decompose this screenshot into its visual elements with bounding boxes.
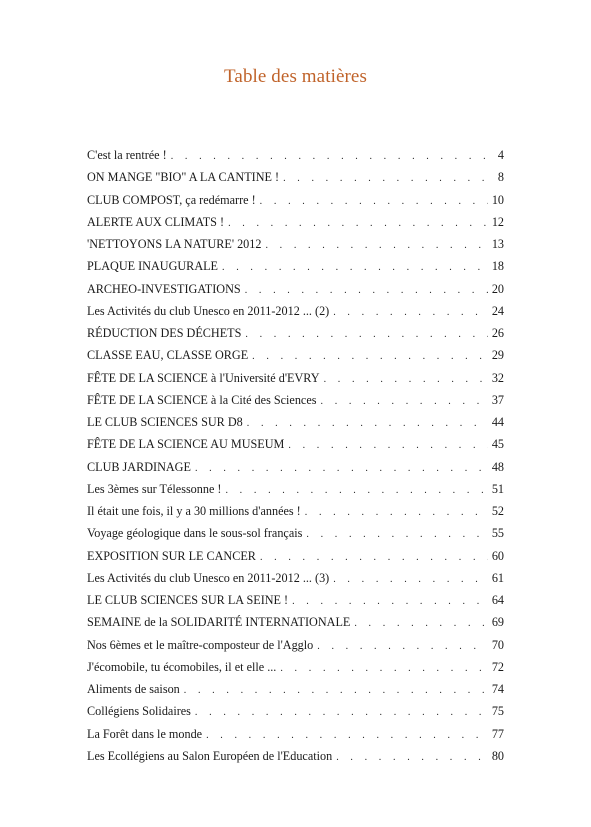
toc-entry[interactable]: [87, 414, 504, 436]
toc-entry[interactable]: [87, 236, 504, 258]
toc-entry[interactable]: [87, 481, 504, 503]
toc-entry-page: 64: [491, 593, 504, 607]
toc-entry-page: 74: [491, 682, 504, 696]
page-title: Table des matières: [224, 66, 367, 87]
dot-leader: [306, 527, 488, 543]
toc-entry[interactable]: [87, 548, 504, 570]
toc-entry-label: RÉDUCTION DES DÉCHETS: [87, 326, 242, 340]
toc-entry[interactable]: [87, 192, 504, 214]
dot-leader: [317, 639, 488, 655]
dot-leader: [245, 327, 488, 343]
toc-entry[interactable]: [87, 214, 504, 236]
dot-leader: [283, 171, 488, 187]
toc-entry-label: ARCHEO-INVESTIGATIONS: [87, 281, 241, 296]
toc-entry-page: 70: [491, 637, 504, 652]
dot-leader: [247, 416, 488, 432]
dot-leader: [333, 305, 488, 321]
toc-entry-page: 48: [491, 459, 504, 474]
toc-entry-label: Collégiens Solidaires: [87, 704, 191, 719]
toc-entry-label: Les Ecollégiens au Salon Européen de l'Education: [87, 748, 333, 763]
toc-entry-page: 37: [491, 392, 504, 407]
toc-entry-label: Aliments de saison: [87, 682, 180, 696]
toc-entry[interactable]: [87, 703, 504, 725]
dot-leader: [245, 283, 488, 299]
toc-entry[interactable]: [87, 392, 504, 414]
toc-entry-label: FÊTE DE LA SCIENCE AU MUSEUM: [87, 437, 285, 452]
toc-entry-page: 51: [491, 481, 504, 496]
dot-leader: [206, 728, 488, 744]
toc-entry-page: 32: [491, 370, 504, 385]
toc-entry-page: 80: [491, 748, 504, 763]
toc-entry-label: La Forêt dans le monde: [87, 726, 203, 741]
dot-leader: [336, 750, 488, 766]
toc-entry-label: FÊTE DE LA SCIENCE à l'Université d'EVRY: [87, 370, 320, 385]
toc-entry-label: ON MANGE "BIO" A LA CANTINE !: [87, 170, 280, 185]
toc-entry-page: 55: [491, 526, 504, 541]
toc-entry[interactable]: [87, 147, 504, 169]
toc-entry-page: 8: [497, 170, 504, 185]
toc-entry-page: 4: [497, 148, 504, 162]
toc-entry-page: 61: [491, 570, 504, 585]
dot-leader: [184, 683, 488, 699]
toc-entry[interactable]: [87, 370, 504, 392]
toc-entry[interactable]: [87, 258, 504, 280]
toc-entry[interactable]: [87, 436, 504, 458]
toc-entry[interactable]: [87, 614, 504, 636]
toc-entry-page: 75: [491, 704, 504, 719]
toc-entry-page: 24: [491, 303, 504, 318]
toc-entry[interactable]: [87, 659, 504, 681]
toc-entry[interactable]: [87, 325, 504, 347]
dot-leader: [260, 550, 488, 566]
dot-leader: [228, 216, 488, 232]
dot-leader: [225, 483, 488, 499]
dot-leader: [292, 594, 488, 610]
toc-entry-label: PLAQUE INAUGURALE: [87, 259, 219, 274]
toc-entry[interactable]: [87, 637, 504, 659]
toc-entry-label: SEMAINE de la SOLIDARITÉ INTERNATIONALE: [87, 615, 351, 630]
toc-entry[interactable]: [87, 503, 504, 525]
toc-entry-label: CLASSE EAU, CLASSE ORGE: [87, 348, 249, 363]
toc-entry-page: 26: [491, 326, 504, 340]
toc-entry-page: 10: [491, 192, 504, 207]
dot-leader: [324, 372, 488, 388]
toc-entry-label: Les Activités du club Unesco en 2011-2012 ... (3): [87, 570, 330, 585]
toc-entry-label: Nos 6èmes et le maître-composteur de l'Agglo: [87, 637, 314, 652]
toc-entry-label: LE CLUB SCIENCES SUR LA SEINE !: [87, 593, 289, 607]
toc-entry[interactable]: [87, 570, 504, 592]
dot-leader: [280, 661, 488, 677]
toc-entry[interactable]: [87, 525, 504, 547]
toc-entry-page: 18: [491, 259, 504, 274]
dot-leader: [195, 705, 488, 721]
toc-entry-label: Les 3èmes sur Télessonne !: [87, 481, 222, 496]
toc-entry-label: Il était une fois, il y a 30 millions d'années !: [87, 504, 301, 518]
toc-entry[interactable]: [87, 347, 504, 369]
toc-entry[interactable]: [87, 169, 504, 191]
toc-entry-label: ALERTE AUX CLIMATS !: [87, 214, 225, 229]
toc-entry[interactable]: [87, 592, 504, 614]
toc-entry[interactable]: [87, 459, 504, 481]
toc-entry-label: Les Activités du club Unesco en 2011-2012 ... (2): [87, 303, 330, 318]
toc-entry[interactable]: [87, 303, 504, 325]
dot-leader: [288, 438, 488, 454]
dot-leader: [222, 260, 488, 276]
toc-entry[interactable]: [87, 681, 504, 703]
toc-entry-label: CLUB JARDINAGE: [87, 459, 191, 474]
toc-entry-page: 77: [491, 726, 504, 741]
toc-entry-page: 45: [491, 437, 504, 452]
dot-leader: [260, 194, 488, 210]
toc-list: [87, 147, 504, 770]
toc-entry-label: J'écomobile, tu écomobiles, il et elle ...: [87, 659, 277, 674]
toc-entry[interactable]: [87, 726, 504, 748]
toc-entry-page: 44: [491, 415, 504, 429]
dot-leader: [321, 394, 489, 410]
toc-entry-page: 13: [491, 237, 504, 251]
toc-entry[interactable]: [87, 748, 504, 770]
toc-entry-label: C'est la rentrée !: [87, 148, 167, 162]
toc-entry-page: 12: [491, 214, 504, 229]
toc-entry-page: 69: [491, 615, 504, 630]
toc-entry-page: 29: [491, 348, 504, 363]
dot-leader: [252, 349, 488, 365]
dot-leader: [171, 149, 488, 165]
toc-entry-page: 52: [491, 504, 504, 518]
toc-entry[interactable]: [87, 281, 504, 303]
toc-entry-page: 20: [491, 281, 504, 296]
dot-leader: [265, 238, 488, 254]
dot-leader: [333, 572, 488, 588]
dot-leader: [305, 505, 488, 521]
toc-entry-page: 60: [491, 548, 504, 563]
toc-entry-label: FÊTE DE LA SCIENCE à la Cité des Sciences: [87, 392, 317, 407]
toc-entry-label: Voyage géologique dans le sous-sol français: [87, 526, 303, 541]
toc-entry-label: 'NETTOYONS LA NATURE' 2012: [87, 237, 262, 251]
dot-leader: [195, 461, 488, 477]
toc-entry-page: 72: [491, 659, 504, 674]
dot-leader: [354, 616, 488, 632]
toc-entry-label: EXPOSITION SUR LE CANCER: [87, 548, 256, 563]
toc-entry-label: LE CLUB SCIENCES SUR D8: [87, 415, 243, 429]
toc-entry-label: CLUB COMPOST, ça redémarre !: [87, 192, 256, 207]
